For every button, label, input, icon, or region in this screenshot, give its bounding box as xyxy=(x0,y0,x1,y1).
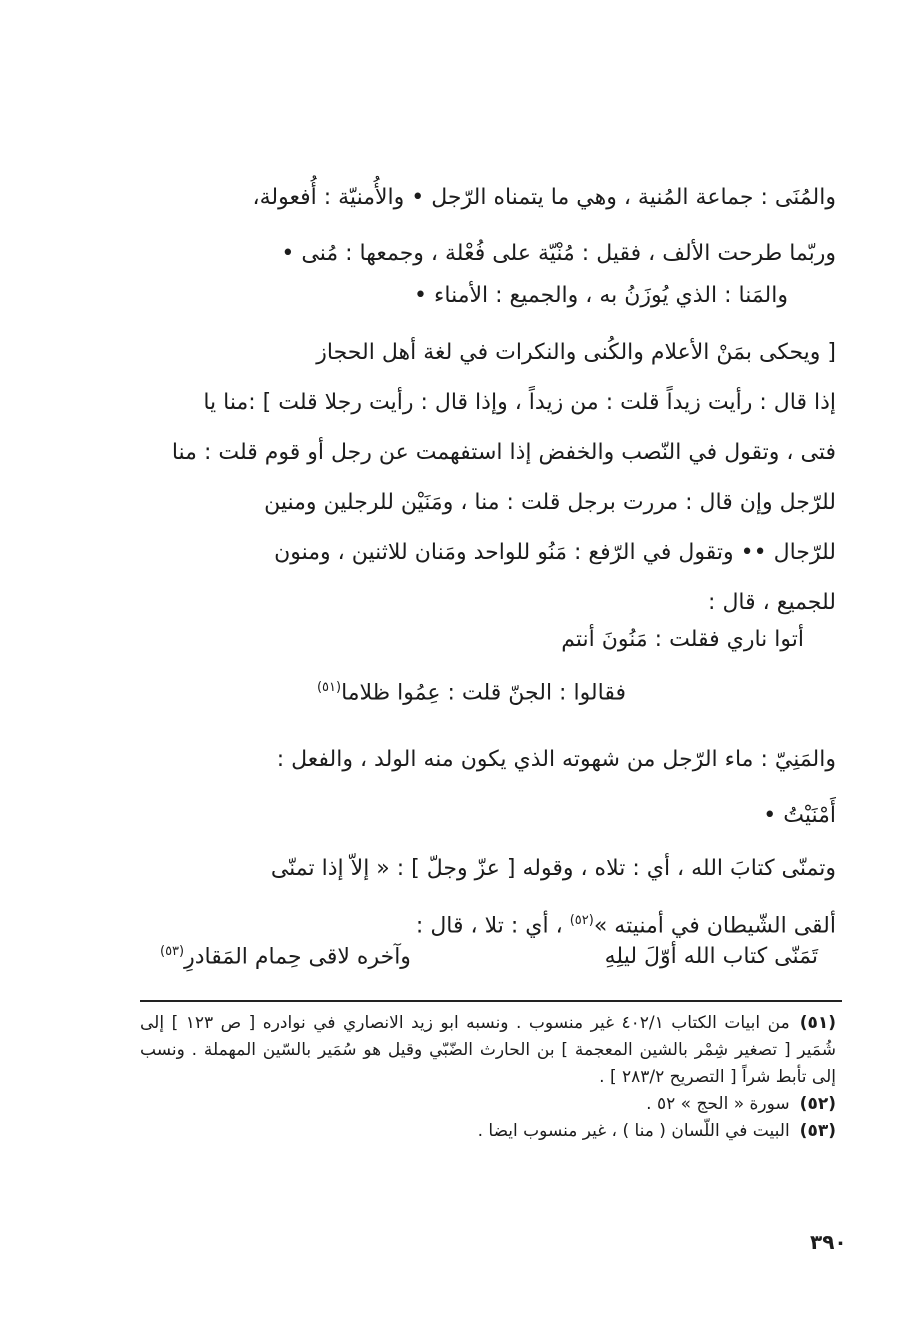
footnote-ref: (٥٢) xyxy=(569,913,594,928)
footnote-ref: (٥٣) xyxy=(160,944,185,959)
verse-text: فقالوا : الجنّ قلت : عِمُوا ظلاما xyxy=(341,680,626,706)
footnote-text: سورة « الحج » ٥٢ . xyxy=(646,1094,790,1114)
text-line: أَمْنَيْتُ • xyxy=(763,803,836,828)
footnote-number: (٥١) xyxy=(799,1013,837,1033)
footnote-text: من ابيات الكتاب ٤٠٢/١ غير منسوب . ونسبه ابو زيد الانصاري في نوادره [ ص ١٢٣ ] إلى شُمَير [ تصغير شِمْر بالشين المعجمة ] بن الحارث الضّبّي وقيل هو سُمَير بالسّين المهملة . ونسب إلى تأبط شراً [ التصريح ٢٨٣/٢ ] . xyxy=(140,1013,836,1087)
text-line: والمُنَى : جماعة المُنية ، وهي ما يتمناه الرّجل • والأُمنيّة : أُفعولة، xyxy=(252,185,836,210)
text-line: للجميع ، قال : xyxy=(708,590,836,615)
text-segment: ألقى الشّيطان في أمنيته » xyxy=(593,913,836,939)
text-line: والمَنِيّ : ماء الرّجل من شهوته الذي يكون منه الولد ، والفعل : xyxy=(276,747,836,772)
paragraph-muna xyxy=(130,170,836,282)
paragraph-maniy xyxy=(130,732,836,844)
text-line: والمَنا : الذي يُوزَنُ به ، والجميع : الأمناء • xyxy=(414,283,788,308)
text-line: فتى ، وتقول في النّصب والخفض إذا استفهمت عن رجل أو قوم قلت : منا xyxy=(171,440,836,465)
footnote-item xyxy=(140,1091,836,1118)
text-line: وتمنّى كتابَ الله ، أي : تلاه ، وقوله [ عزّ وجلّ ] : « إلاّ إذا تمنّى xyxy=(270,856,836,881)
text-line: للرّجل وإن قال : مررت برجل قلت : منا ، ومَنَيْن للرجلين ومنين xyxy=(264,490,836,515)
paragraph-mana xyxy=(130,276,836,316)
text-segment: ، أي : تلا ، قال : xyxy=(415,913,563,939)
footnotes xyxy=(140,1010,836,1145)
poem-hemistich-left xyxy=(160,944,411,969)
footnote-ref: (٥١) xyxy=(316,680,342,695)
footnote-item xyxy=(140,1010,836,1091)
poem-text: وآخره لاقى حِمام المَقادرِ xyxy=(184,944,411,970)
paragraph-hijaz xyxy=(130,328,836,628)
text-line: إذا قال : رأيت زيداً قلت : من زيداً ، وإذا قال : رأيت رجلا قلت ] :منا يا xyxy=(203,390,836,415)
footnote-text: البيت في اللّسان ( منا ) ، غير منسوب ايضا . xyxy=(477,1121,790,1141)
page-number: ٣٩٠ xyxy=(810,1230,847,1254)
poem-verse xyxy=(160,944,818,969)
text-line: وربّما طرحت الألف ، فقيل : مُنْيّة على فُعْلة ، وجمعها : مُنى • xyxy=(281,241,836,266)
footnote-item xyxy=(140,1118,836,1145)
poem-hemistich-right: تَمَنّى كتاب الله أوّلَ ليلِهِ xyxy=(604,944,818,969)
footnote-number: (٥٣) xyxy=(799,1121,836,1141)
paragraph-tamanna xyxy=(130,843,836,952)
footnote-divider xyxy=(140,1000,842,1002)
text-line: للرّجال •• وتقول في الرّفع : مَنُو للواحد ومَنان للاثنين ، ومنون xyxy=(274,540,836,565)
verse-line-1: أتوا ناري فقلت : مَنُونَ أنتم xyxy=(561,627,804,652)
text-line: [ ويحكى بمَنْ الأعلام والكُنى والنكرات في لغة أهل الحجاز xyxy=(316,340,836,365)
footnote-number: (٥٢) xyxy=(799,1094,836,1114)
verse-line-2 xyxy=(317,680,626,705)
